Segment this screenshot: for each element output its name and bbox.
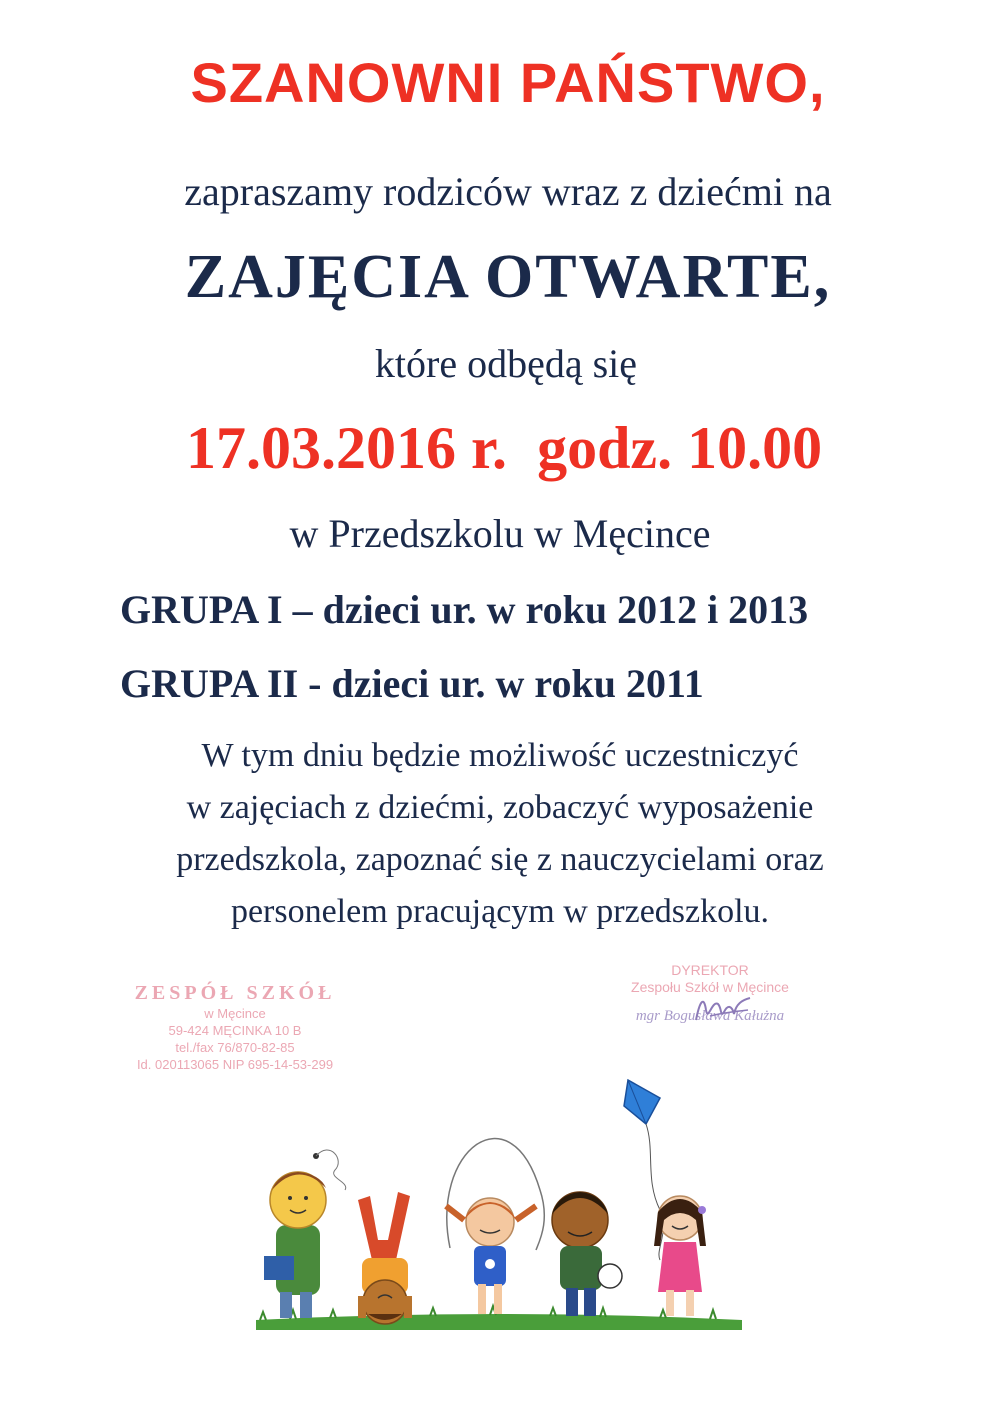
school-stamp-line: tel./fax 76/870-82-85 [175, 1040, 295, 1055]
info-line: personelem pracującym w przedszkolu. [230, 893, 770, 930]
child-girl-kite [654, 1196, 706, 1316]
signature [690, 990, 760, 1030]
children-illustration [250, 1070, 750, 1335]
child-jump-rope [446, 1139, 544, 1314]
info-line: W tym dniu będzie możliwość uczestniczyć [201, 737, 799, 774]
event-date: 17.03.2016 r. [185, 415, 508, 481]
event-datetime [4, 414, 1000, 483]
event-place: w Przedszkolu w Męcince [289, 511, 711, 556]
invite-text: zapraszamy rodziców wraz z dziećmi na [184, 169, 832, 214]
group-2-line: GRUPA II - dzieci ur. w roku 2011 [120, 661, 704, 706]
director-stamp-org: Zespołu Szkół w Męcince [631, 979, 789, 995]
school-stamp-line: w Męcince [204, 1006, 266, 1021]
event-time: godz. 10.00 [537, 415, 823, 481]
group-1-line: GRUPA I – dzieci ur. w roku 2012 i 2013 [120, 587, 809, 632]
info-paragraph [0, 730, 1000, 938]
child-boy-ball [552, 1192, 622, 1316]
director-stamp-name: mgr Bogusława Kałużna [635, 1008, 785, 1024]
school-stamp-line: 59-424 MĘCINKA 10 B [168, 1023, 302, 1038]
school-stamp [120, 982, 350, 1073]
greeting-heading: SZANOWNI PAŃSTWO, [190, 51, 826, 114]
will-take-place-text: które odbędą się [374, 341, 638, 386]
child-boy-books [264, 1172, 326, 1318]
director-stamp-title: DYREKTOR [671, 962, 749, 978]
info-line: przedszkola, zapoznać się z nauczycielami oraz [176, 841, 824, 878]
info-line: w zajęciach z dziećmi, zobaczyć wyposażenie [186, 789, 814, 826]
event-title: ZAJĘCIA OTWARTE, [184, 243, 832, 311]
school-stamp-line: Id. 020113065 NIP 695-14-53-299 [136, 1057, 334, 1072]
child-handstand [358, 1192, 412, 1324]
school-stamp-name: ZESPÓŁ SZKÓŁ [134, 982, 336, 1004]
